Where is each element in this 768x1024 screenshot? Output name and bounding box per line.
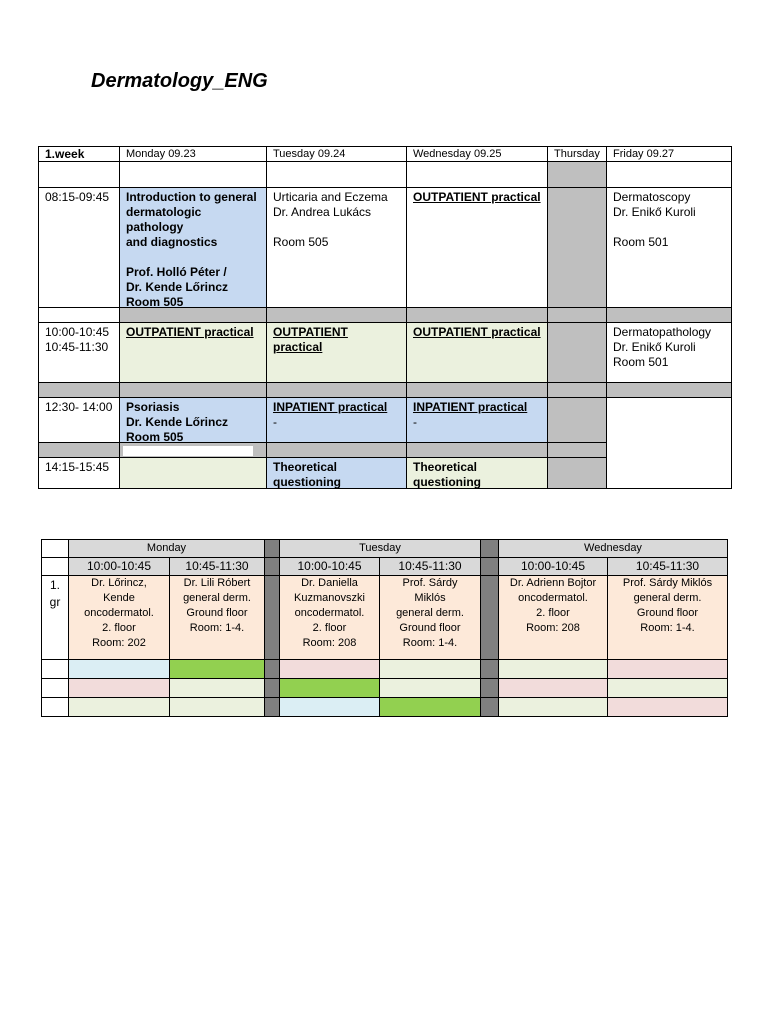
schedule-cell: [68, 659, 170, 679]
day-header-friday: Friday 09.27: [606, 146, 732, 162]
wednesday-slot3-practical: [406, 397, 548, 443]
lecturer-line: Prof. Sárdy Miklós: [622, 577, 713, 589]
tuesday-slot3-practical: [266, 397, 407, 443]
separator-cell: [480, 659, 499, 679]
empty-cell: [406, 161, 548, 188]
wednesday-slot2-practical: [406, 322, 548, 383]
room-label: Room 505: [126, 430, 184, 443]
break-cell: [38, 307, 120, 323]
lecturer-name: Dr. Kende Lőrincz: [126, 415, 229, 429]
schedule-cell: [169, 697, 265, 717]
room-label: Room 505: [126, 295, 184, 308]
group1-monday-slot1: [68, 575, 170, 660]
empty-cell: [266, 161, 407, 188]
day-header-tuesday: Tuesday: [279, 539, 481, 558]
corner-cell: [41, 539, 69, 558]
time-slot-2: [38, 322, 120, 383]
lecture-title: Dermatopathology: [613, 325, 712, 339]
separator-cell: [264, 678, 280, 698]
break-cell: [119, 442, 267, 458]
room-line: Room: 1-4.: [640, 622, 695, 634]
separator-cell: [264, 539, 280, 558]
lecturer-line: Miklós: [414, 592, 446, 604]
spacer: [273, 220, 400, 235]
break-cell: [38, 442, 120, 458]
practical-label: OUTPATIENT practical: [126, 325, 254, 339]
floor-line: 2. floor: [102, 622, 136, 634]
floor-line: 2. floor: [536, 607, 570, 619]
group1-tuesday-slot2: [379, 575, 481, 660]
time-label: 10:00-10:45: [45, 325, 110, 339]
practical-label: OUTPATIENT practical: [413, 325, 541, 339]
friday-slot1-lecture: [606, 187, 732, 308]
schedule-cell: [379, 659, 481, 679]
schedule-cell: [279, 678, 380, 698]
document-title: Dermatology_ENG: [91, 70, 268, 92]
break-cell: [406, 382, 548, 398]
break-cell: [547, 307, 607, 323]
group-number: 1.: [49, 578, 60, 592]
lecturer-name: Dr. Enikő Kuroli: [613, 205, 696, 219]
day-header-thursday: Thursday: [547, 146, 607, 162]
tuesday-slot1-lecture: [266, 187, 407, 308]
lecture-title-line: Introduction to general: [126, 190, 257, 204]
subject-line: general derm.: [396, 607, 464, 619]
floor-line: Ground floor: [399, 622, 461, 634]
day-header-wednesday: Wednesday 09.25: [406, 146, 548, 162]
questioning-label: Theoretical questioning: [273, 460, 341, 489]
schedule-cell: [279, 659, 380, 679]
white-inset: [122, 445, 254, 457]
monday-slot1-lecture: [119, 187, 267, 308]
lecturer-name: Dr. Enikő Kuroli: [613, 340, 696, 354]
break-cell: [119, 307, 267, 323]
lecture-title: Urticaria and Eczema: [273, 190, 388, 204]
separator-cell: [264, 659, 280, 679]
tuesday-slot4-questioning: [266, 457, 407, 489]
schedule-cell: [498, 678, 608, 698]
monday-slot2-practical: [119, 322, 267, 383]
practical-label: INPATIENT practical: [413, 400, 528, 414]
subject-line: oncodermatol.: [518, 592, 588, 604]
lecturer-name: Dr. Kende Lőrincz: [126, 280, 229, 294]
day-header-wednesday: Wednesday: [498, 539, 728, 558]
schedule-cell: [498, 697, 608, 717]
lecturer-line: Prof. Sárdy: [402, 577, 458, 589]
break-cell: [606, 307, 732, 323]
break-cell: [119, 382, 267, 398]
schedule-cell: [169, 678, 265, 698]
time-label: 14:15-15:45: [45, 460, 110, 474]
break-cell: [547, 442, 607, 458]
separator-cell: [480, 697, 499, 717]
floor-line: Ground floor: [186, 607, 248, 619]
thursday-gray-cell: [547, 322, 607, 383]
break-cell: [266, 442, 407, 458]
spacer: [126, 250, 260, 265]
friday-afternoon-empty: [606, 397, 732, 489]
time-header: 10:45-11:30: [169, 557, 265, 576]
wednesday-slot1-practical: [406, 187, 548, 308]
lecturer-line: Dr. Adrienn Bojtor: [509, 577, 597, 589]
group-label-empty: [41, 678, 69, 698]
subject-line: general derm.: [183, 592, 251, 604]
break-cell: [266, 307, 407, 323]
time-slot-1: [38, 187, 120, 308]
lecturer-name: Prof. Holló Péter /: [126, 265, 227, 279]
empty-cell: [606, 161, 732, 188]
room-label: Room 501: [613, 235, 669, 249]
schedule-cell: [607, 659, 728, 679]
group-label-empty: [41, 659, 69, 679]
room-label: Room 505: [273, 235, 329, 249]
room-label: Room 501: [613, 355, 669, 369]
room-line: Room: 202: [92, 637, 146, 649]
separator-cell: [264, 697, 280, 717]
lecturer-name: Dr. Andrea Lukács: [273, 205, 372, 219]
monday-slot3-lecture: [119, 397, 267, 443]
separator-cell: [264, 575, 280, 660]
separator-cell: [480, 557, 499, 576]
schedule-cell: [169, 659, 265, 679]
schedule-cell: [607, 697, 728, 717]
break-cell: [406, 442, 548, 458]
separator-cell: [480, 539, 499, 558]
floor-line: Ground floor: [636, 607, 699, 619]
practical-label: INPATIENT practical: [273, 400, 388, 414]
questioning-label: Theoretical questioning: [413, 460, 481, 489]
tuesday-slot2-practical: [266, 322, 407, 383]
group1-wednesday-slot2: [607, 575, 728, 660]
empty-cell: [119, 161, 267, 188]
group1-wednesday-slot1: [498, 575, 608, 660]
schedule-cell: [379, 678, 481, 698]
lecture-title: Dermatoscopy: [613, 190, 691, 204]
group-suffix: gr: [49, 595, 61, 609]
time-slot-4: [38, 457, 120, 489]
thursday-gray-cell: [547, 161, 607, 188]
empty-cell: [38, 161, 120, 188]
break-cell: [38, 382, 120, 398]
schedule-cell: [68, 678, 170, 698]
time-header: 10:00-10:45: [68, 557, 170, 576]
lecture-title: Psoriasis: [126, 400, 180, 414]
break-cell: [547, 382, 607, 398]
lecturer-line: Kuzmanovszki: [294, 592, 365, 604]
lecturer-line: Dr. Lőrincz,: [91, 577, 147, 589]
schedule-cell: [68, 697, 170, 717]
group-label-empty: [41, 697, 69, 717]
practical-label: OUTPATIENT practical: [273, 325, 348, 354]
group-label: [41, 575, 69, 660]
day-header-monday: Monday: [68, 539, 265, 558]
wednesday-slot4-questioning: [406, 457, 548, 489]
schedule-cell: [607, 678, 728, 698]
note-dash: -: [273, 415, 277, 429]
monday-slot4-empty: [119, 457, 267, 489]
day-header-tuesday: Tuesday 09.24: [266, 146, 407, 162]
schedule-cell: [498, 659, 608, 679]
room-line: Room: 1-4.: [402, 637, 458, 649]
friday-slot2-lecture: [606, 322, 732, 383]
group1-tuesday-slot1: [279, 575, 380, 660]
thursday-gray-cell: [547, 187, 607, 308]
schedule-cell: [279, 697, 380, 717]
time-header: 10:45-11:30: [607, 557, 728, 576]
break-cell: [406, 307, 548, 323]
subject-line: general derm.: [633, 592, 702, 604]
lecturer-line: Dr. Lili Róbert: [183, 577, 251, 589]
lecture-title-line: and diagnostics: [126, 235, 218, 249]
room-line: Room: 208: [302, 637, 357, 649]
break-cell: [266, 382, 407, 398]
time-header: 10:45-11:30: [379, 557, 481, 576]
break-cell: [606, 382, 732, 398]
spacer: [613, 220, 725, 235]
separator-cell: [480, 575, 499, 660]
practical-label: OUTPATIENT practical: [413, 190, 541, 204]
time-header: 10:00-10:45: [498, 557, 608, 576]
time-label: 08:15-09:45: [45, 190, 110, 204]
thursday-gray-cell: [547, 457, 607, 489]
time-header: 10:00-10:45: [279, 557, 380, 576]
lecture-title-line: dermatologic pathology: [126, 205, 202, 234]
schedule-cell: [379, 697, 481, 717]
lecturer-line: Kende: [103, 592, 135, 604]
room-line: Room: 1-4.: [189, 622, 245, 634]
floor-line: 2. floor: [312, 622, 347, 634]
time-label: 10:45-11:30: [45, 340, 109, 354]
subject-line: oncodermatol.: [294, 607, 365, 619]
week-label: 1.week: [38, 146, 120, 162]
group1-monday-slot2: [169, 575, 265, 660]
note-dash: -: [413, 415, 417, 429]
day-header-monday: Monday 09.23: [119, 146, 267, 162]
time-slot-3: [38, 397, 120, 443]
corner-cell: [41, 557, 69, 576]
separator-cell: [480, 678, 499, 698]
time-label: 12:30- 14:00: [45, 400, 113, 414]
subject-line: oncodermatol.: [84, 607, 154, 619]
room-line: Room: 208: [526, 622, 580, 634]
lecturer-line: Dr. Daniella: [301, 577, 358, 589]
thursday-gray-cell: [547, 397, 607, 443]
separator-cell: [264, 557, 280, 576]
